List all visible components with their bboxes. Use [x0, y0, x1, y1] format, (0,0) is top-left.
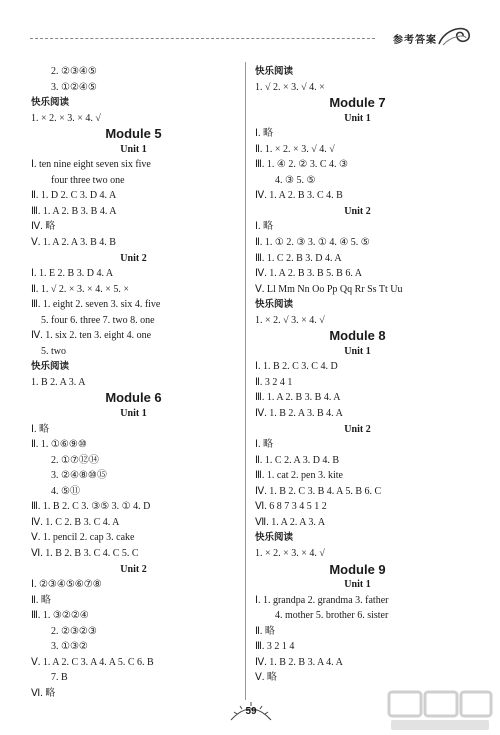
left-i2-line: 2. ②③④⑤: [51, 66, 97, 77]
right-text-line: Ⅰ. 略: [255, 128, 273, 140]
right-text-line: Ⅲ. 3 2 1 4: [255, 641, 295, 653]
right-text-line: Ⅴ. 略: [255, 672, 277, 684]
right-text-line: Ⅶ. 1. A 2. A 3. A: [255, 516, 326, 528]
left-text-line: Ⅱ. 1. ①⑥⑨⑩: [31, 439, 87, 451]
right-text-line: Ⅰ. 略: [255, 221, 273, 233]
right-heading-line: 快乐阅读: [255, 66, 294, 77]
left-text-line: Ⅲ. 1. A 2. B 3. B 4. A: [31, 205, 117, 217]
right-unit-line: Unit 1: [344, 345, 371, 357]
right-text-line: Ⅱ. 略: [255, 625, 275, 637]
page-footer: [226, 700, 276, 722]
left-text-line: Ⅴ. 1. A 2. A 3. B 4. B: [31, 237, 116, 249]
header-title: 参考答案: [393, 35, 437, 46]
right-text-line: Ⅰ. 略: [255, 439, 273, 451]
left-i2-line: 4. ⑤⑪: [51, 485, 80, 497]
left-text-line: Ⅴ. 1. pencil 2. cap 3. cake: [31, 532, 135, 544]
left-text-line: 1. × 2. × 3. × 4. √: [31, 112, 101, 124]
left-text-line: Ⅳ. 1. C 2. B 3. C 4. A: [31, 516, 120, 528]
right-unit-line: Unit 2: [344, 423, 371, 435]
left-i2-line: 3. ①③②: [51, 641, 88, 653]
right-text-line: 1. × 2. × 3. × 4. √: [255, 547, 325, 559]
right-text-line: Ⅲ. 1. C 2. B 3. D 4. A: [255, 252, 342, 264]
right-text-line: Ⅳ. 1. A 2. B 3. B 5. B 6. A: [255, 268, 363, 280]
left-text-line: Ⅵ. 1. B 2. B 3. C 4. C 5. C: [31, 547, 139, 559]
left-text-line: Ⅲ. 1. eight 2. seven 3. six 4. five: [31, 299, 161, 311]
left-text-line: Ⅵ. 略: [31, 687, 56, 699]
right-text-line: Ⅵ. 6 8 7 3 4 5 1 2: [255, 501, 327, 513]
right-unit-line: Unit 1: [344, 112, 371, 124]
left-i1-line: 5. four 6. three 7. two 8. one: [41, 314, 155, 326]
page-number: 59: [245, 706, 257, 717]
right-text-line: Ⅳ. 1. B 2. C 3. B 4. A 5. B 6. C: [255, 485, 382, 497]
right-heading-line: 快乐阅读: [255, 299, 294, 311]
left-unit-line: Unit 1: [120, 143, 147, 155]
right-i2-line: 4. ③ 5. ⑤: [275, 174, 316, 186]
left-i2-line: 2. ②③②③: [51, 625, 97, 637]
right-i2-line: 4. mother 5. brother 6. sister: [275, 610, 389, 622]
left-text-line: Ⅰ. 1. E 2. B 3. D 4. A: [31, 268, 114, 280]
left-i2-line: four three two one: [51, 174, 125, 186]
right-unit-line: Unit 1: [344, 579, 371, 591]
right-text-line: Ⅳ. 1. B 2. A 3. B 4. A: [255, 408, 343, 420]
right-text-line: 1. √ 2. × 3. √ 4. ×: [255, 81, 325, 93]
right-text-line: Ⅲ. 1. cat 2. pen 3. kite: [255, 470, 343, 482]
left-i2-line: 7. B: [51, 672, 68, 684]
left-text-line: Ⅰ. ten nine eight seven six five: [31, 159, 151, 171]
right-text-line: Ⅴ. Ll Mm Nn Oo Pp Qq Rr Ss Tt Uu: [255, 283, 403, 295]
left-i2-line: 3. ①②④⑤: [51, 81, 97, 93]
right-text-line: Ⅱ. 1. ① 2. ③ 3. ① 4. ④ 5. ⑤: [255, 237, 370, 249]
right-module-line: Module 9: [329, 561, 386, 577]
answer-column-left: [31, 64, 236, 701]
right-text-line: Ⅱ. 1. × 2. × 3. √ 4. √: [255, 143, 335, 155]
left-heading-line: 快乐阅读: [31, 361, 70, 373]
left-text-line: Ⅳ. 1. six 2. ten 3. eight 4. one: [31, 330, 152, 342]
left-unit-line: Unit 1: [120, 408, 147, 420]
right-text-line: Ⅳ. 1. B 2. B 3. A 4. A: [255, 656, 343, 668]
left-module-line: Module 5: [105, 126, 162, 142]
left-text-line: Ⅴ. 1. A 2. C 3. A 4. A 5. C 6. B: [31, 656, 154, 668]
right-unit-line: Unit 2: [344, 205, 371, 217]
swirl-ornament-icon: [437, 22, 473, 48]
left-i2-line: 2. ①⑦⑫⑭: [51, 454, 99, 466]
left-text-line: Ⅱ. 1. √ 2. × 3. × 4. × 5. ×: [31, 283, 129, 295]
header-dotted-rule: [30, 38, 375, 39]
watermark-stamp-icon: [385, 688, 495, 733]
right-text-line: 1. × 2. √ 3. × 4. √: [255, 314, 325, 326]
right-text-line: Ⅰ. 1. grandpa 2. grandma 3. father: [255, 594, 389, 606]
left-text-line: Ⅰ. 略: [31, 423, 49, 435]
right-text-line: Ⅰ. 1. B 2. C 3. C 4. D: [255, 361, 338, 373]
answer-column-right: [255, 64, 460, 686]
right-module-line: Module 8: [329, 328, 386, 344]
column-divider: [245, 62, 246, 700]
right-text-line: Ⅱ. 3 2 4 1: [255, 376, 293, 388]
left-heading-line: 快乐阅读: [31, 97, 70, 109]
right-text-line: Ⅱ. 1. C 2. A 3. D 4. B: [255, 454, 340, 466]
right-module-line: Module 7: [329, 95, 386, 111]
left-text-line: Ⅲ. 1. ③②②④: [31, 610, 89, 622]
right-text-line: Ⅳ. 1. A 2. B 3. C 4. B: [255, 190, 343, 202]
left-text-line: Ⅱ. 1. D 2. C 3. D 4. A: [31, 190, 117, 202]
left-i2-line: 3. ②④⑧⑩⑮: [51, 470, 107, 482]
left-text-line: Ⅳ. 略: [31, 221, 56, 233]
left-text-line: Ⅰ. ②③④⑤⑥⑦⑧: [31, 579, 102, 591]
right-heading-line: 快乐阅读: [255, 532, 294, 544]
left-unit-line: Unit 2: [120, 563, 147, 575]
right-text-line: Ⅲ. 1. A 2. B 3. B 4. A: [255, 392, 341, 404]
left-i1-line: 5. two: [41, 345, 66, 357]
left-text-line: Ⅲ. 1. B 2. C 3. ③⑤ 3. ① 4. D: [31, 501, 151, 513]
left-text-line: Ⅱ. 略: [31, 594, 51, 606]
right-text-line: Ⅲ. 1. ④ 2. ② 3. C 4. ③: [255, 159, 348, 171]
left-module-line: Module 6: [105, 390, 162, 406]
left-unit-line: Unit 2: [120, 252, 147, 264]
page-header: [0, 0, 500, 50]
left-text-line: 1. B 2. A 3. A: [31, 376, 86, 388]
